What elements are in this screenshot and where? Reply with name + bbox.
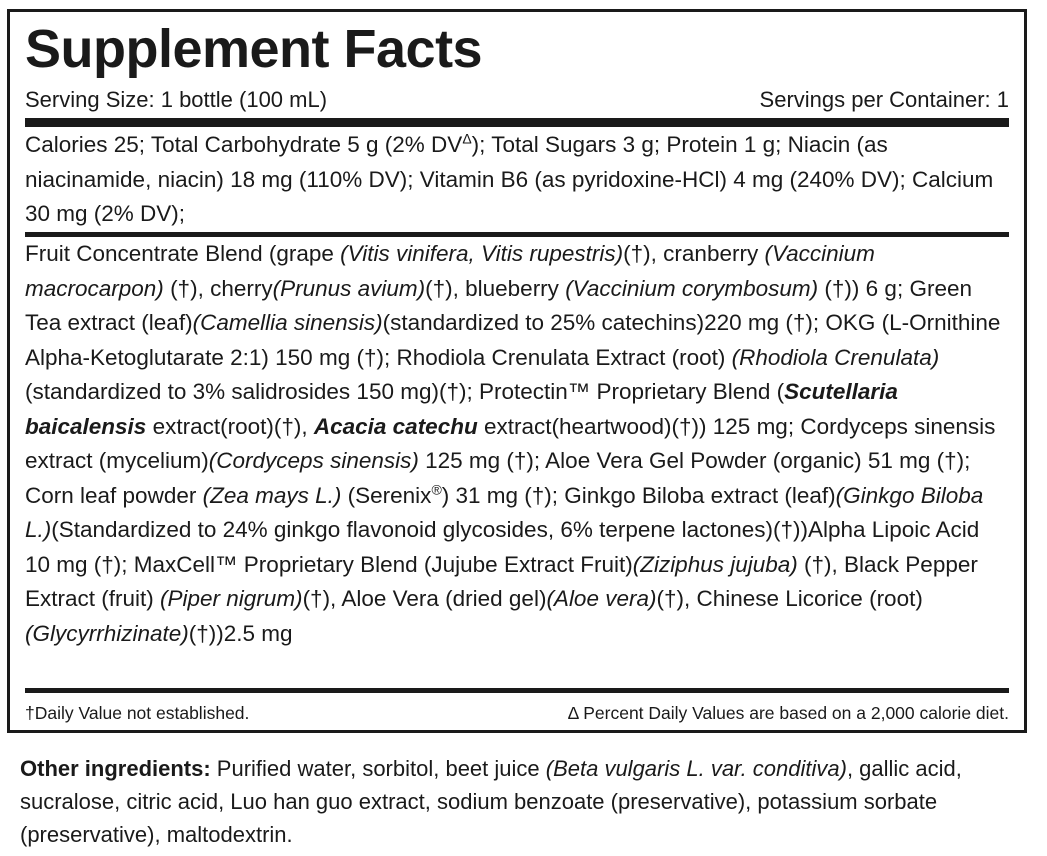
ingredient-list xyxy=(25,237,1009,651)
ingredient-text: (†))2.5 mg xyxy=(188,620,293,646)
ingredient-text: (†), cherry xyxy=(163,275,273,301)
scientific-name: (Ginkgo Biloba L.) xyxy=(25,482,984,542)
scientific-name: (Glycyrrhizinate) xyxy=(25,620,189,646)
supplement-facts-panel xyxy=(7,9,1027,733)
scientific-name: (Rhodiola Crenulata) xyxy=(731,344,940,370)
ingredient-text: extract(heartwood)(†)) 125 mg; Cordyceps sinensis extract (mycelium) xyxy=(25,413,996,473)
nutrient-text: Calories 25; Total Carbohydrate 5 g (2% DV xyxy=(25,132,463,157)
dv-symbol: Δ xyxy=(462,130,472,147)
ingredient-text: Fruit Concentrate Blend (grape xyxy=(25,241,341,266)
scientific-name: (Vitis vinifera, Vitis rupestris) xyxy=(340,241,624,266)
scientific-name: (Beta vulgaris L. var. conditiva) xyxy=(545,756,847,781)
scientific-name: (Vaccinium macrocarpon) xyxy=(25,241,875,301)
nutrient-list xyxy=(25,128,1009,232)
ingredient-text: (†), Chinese Licorice (root) xyxy=(656,586,923,611)
ingredient-text: extract(root)(†), xyxy=(146,413,314,439)
scientific-name: (Vaccinium corymbosum) xyxy=(565,275,819,301)
scientific-name: (Zea mays L.) xyxy=(202,482,342,508)
scientific-name: (Prunus avium) xyxy=(272,275,426,301)
serving-size: Serving Size: 1 bottle (100 mL) xyxy=(25,87,328,112)
ingredient-text: ) 31 mg (†); Ginkgo Biloba extract (leaf) xyxy=(441,482,836,508)
scientific-name: (Piper nigrum) xyxy=(160,586,303,611)
dagger-footnote: †Daily Value not established. xyxy=(25,703,250,723)
serving-info-row xyxy=(25,86,1009,114)
ingredient-text: (standardized to 25% catechins)220 mg (†); OKG (L-Ornithine Alpha-Ketoglutarate 2:1) 150 mg (†); Rhodiola Crenulata Extract (root) xyxy=(25,310,1001,370)
medium-divider xyxy=(25,688,1009,693)
scientific-name: (Ziziphus jujuba) xyxy=(632,551,798,577)
other-ingredients-text: Purified water, sorbitol, beet juice xyxy=(210,756,546,781)
ingredient-text: (†), blueberry xyxy=(425,275,566,301)
scientific-name: (Cordyceps sinensis) xyxy=(208,448,419,473)
ingredient-text: 125 mg (†); Aloe Vera Gel Powder (organic) 51 mg (†); Corn leaf powder xyxy=(25,448,971,508)
footnotes xyxy=(25,701,1009,725)
other-ingredients-label: Other ingredients: xyxy=(20,756,211,781)
scientific-name: Scutellaria baicalensis xyxy=(25,379,898,439)
scientific-name: Acacia catechu xyxy=(313,413,478,439)
scientific-name: (Camellia sinensis) xyxy=(192,310,383,335)
panel-title: Supplement Facts xyxy=(25,19,483,79)
nutrient-text: ); Total Sugars 3 g; Protein 1 g; Niacin (as niacinamide, niacin) 18 mg (110% DV); Vitamin B6 (as pyridoxine-HCl) 4 mg (240% DV); Calcium 30 mg (2% DV); xyxy=(25,132,994,226)
ingredient-text: (†), cranberry xyxy=(623,241,765,266)
ingredient-text: (standardized to 3% salidrosides 150 mg)(†); Protectin™ Proprietary Blend ( xyxy=(25,379,785,404)
scientific-name: (Aloe vera) xyxy=(546,586,657,611)
ingredient-text: (†), Aloe Vera (dried gel) xyxy=(302,586,547,611)
ingredient-text: (Serenix xyxy=(341,482,432,508)
other-ingredients xyxy=(20,752,1027,851)
thick-divider xyxy=(25,118,1009,127)
delta-footnote: Δ Percent Daily Values are based on a 2,000 calorie diet. xyxy=(567,703,1009,723)
servings-per-container: Servings per Container: 1 xyxy=(759,87,1009,112)
ingredient-text: (†), Black Pepper Extract (fruit) xyxy=(25,551,978,611)
ingredient-text: (Standardized to 24% ginkgo flavonoid glycosides, 6% terpene lactones)(†))Alpha Lipoic Acid 10 mg (†); MaxCell™ Proprietary Blend (Jujube Extract Fruit) xyxy=(25,517,980,577)
registered-mark: ® xyxy=(431,481,442,497)
other-ingredients-text: , gallic acid, sucralose, citric acid, Luo han guo extract, sodium benzoate (preservative), potassium sorbate (preservative), maltodextrin. xyxy=(20,756,962,847)
ingredient-text: (†)) 6 g; Green Tea extract (leaf) xyxy=(25,275,972,335)
